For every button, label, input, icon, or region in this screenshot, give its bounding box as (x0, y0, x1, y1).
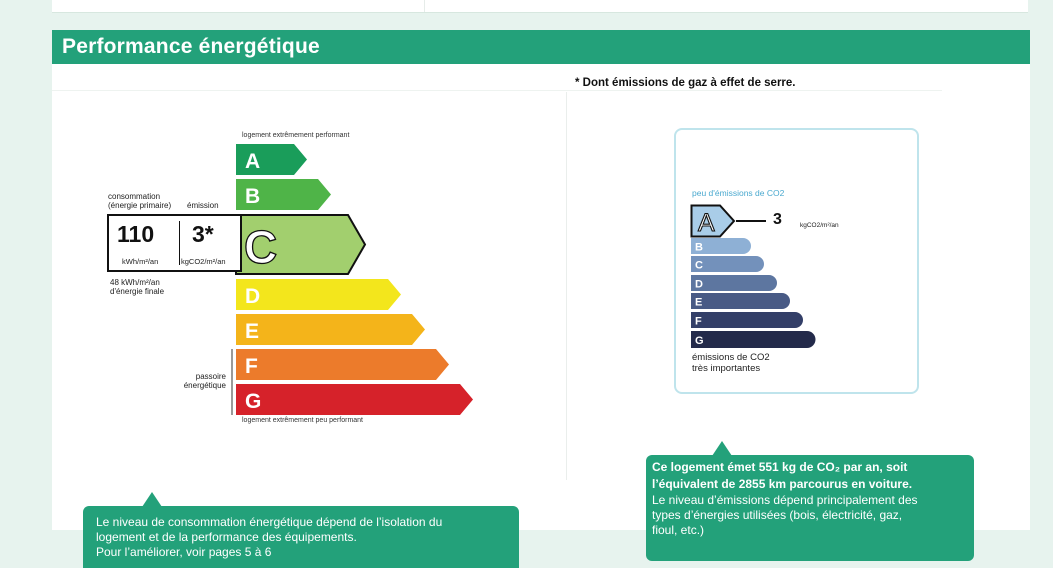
climate-grade-c (691, 256, 764, 272)
co2-bubble-line1: Ce logement émet 551 kg de CO₂ par an, soit (652, 460, 908, 474)
divider (52, 90, 942, 91)
energy-grade-c (234, 213, 367, 276)
climate-bottom-caption (692, 352, 770, 374)
energy-bubble-line2: logement et de la performance des équipements. (96, 530, 357, 544)
co2-info-bubble (646, 455, 974, 561)
emission-value: 3* (192, 221, 214, 247)
svg-text:F: F (245, 355, 258, 378)
svg-text:A: A (245, 150, 261, 173)
climate-grade-e (691, 293, 790, 309)
svg-text:B: B (695, 241, 703, 254)
section-title: Performance énergétique (62, 35, 320, 58)
co2-bubble-line4: types d’énergies utilisées (bois, électricité, gaz, (652, 508, 903, 522)
consumption-box (107, 214, 242, 272)
svg-text:C: C (244, 221, 278, 273)
section-header (52, 30, 1030, 64)
svg-text:B: B (245, 185, 261, 208)
energy-grade-f (236, 349, 450, 380)
energy-bottom-caption: logement extrêmement peu performant (242, 417, 364, 424)
svg-text:G: G (695, 335, 704, 347)
energy-grade-d (236, 279, 402, 310)
svg-text:A: A (698, 209, 715, 237)
passoire-marker (231, 349, 233, 415)
climate-grade-f (691, 312, 803, 328)
divider (566, 92, 567, 480)
climate-grade-d (691, 275, 777, 291)
ges-footnote: * Dont émissions de gaz à effet de serre. (575, 77, 796, 89)
consumption-value: 110 (117, 221, 155, 247)
svg-text:E: E (245, 320, 260, 343)
bubble-pointer (142, 492, 162, 507)
co2-bubble-line5: fioul, etc.) (652, 523, 705, 537)
climate-unit: kgCO2/m²/an (800, 222, 839, 229)
climate-bottom-caption-line2: très importantes (692, 363, 761, 374)
energy-grade-e (236, 314, 426, 345)
energy-top-caption: logement extrêmement performant (242, 132, 350, 139)
energy-bubble-line3: Pour l’améliorer, voir pages 5 à 6 (96, 545, 272, 559)
consumption-label: consommation (énergie primaire) (108, 192, 172, 210)
previous-section-card (52, 0, 1028, 13)
svg-text:G: G (245, 390, 262, 413)
emission-label: émission (187, 201, 219, 210)
energy-info-bubble (83, 506, 519, 568)
svg-text:E: E (695, 296, 703, 309)
energy-grade-a (236, 144, 308, 175)
climate-value: 3 (773, 211, 782, 228)
bubble-pointer (712, 441, 732, 456)
climate-pointer-line (736, 220, 766, 222)
climate-bottom-caption-line1: émissions de CO2 (692, 352, 770, 363)
climate-grade-a (690, 204, 736, 238)
divider (424, 0, 425, 12)
svg-text:F: F (695, 315, 702, 328)
energy-bubble-line1: Le niveau de consommation énergétique dépend de l’isolation du (96, 515, 443, 529)
climate-grade-g (691, 331, 816, 348)
co2-bubble-line3: Le niveau d’émissions dépend principalement des (652, 493, 918, 507)
svg-text:C: C (695, 259, 703, 272)
divider (179, 221, 180, 265)
energy-grade-g (236, 384, 474, 415)
svg-text:D: D (245, 285, 261, 308)
energy-grade-b (236, 179, 332, 210)
final-energy-label: 48 kWh/m²/an d'énergie finale (110, 278, 165, 296)
climate-top-caption: peu d'émissions de CO2 (692, 188, 785, 198)
svg-text:D: D (695, 278, 703, 291)
passoire-label: passoire énergétique (183, 372, 226, 390)
co2-bubble-line2: l’équivalent de 2855 km parcourus en voiture. (652, 477, 913, 491)
climate-grade-b (691, 238, 751, 254)
consumption-unit: kWh/m²/an (122, 257, 159, 266)
emission-unit: kgCO2/m²/an (181, 257, 226, 266)
